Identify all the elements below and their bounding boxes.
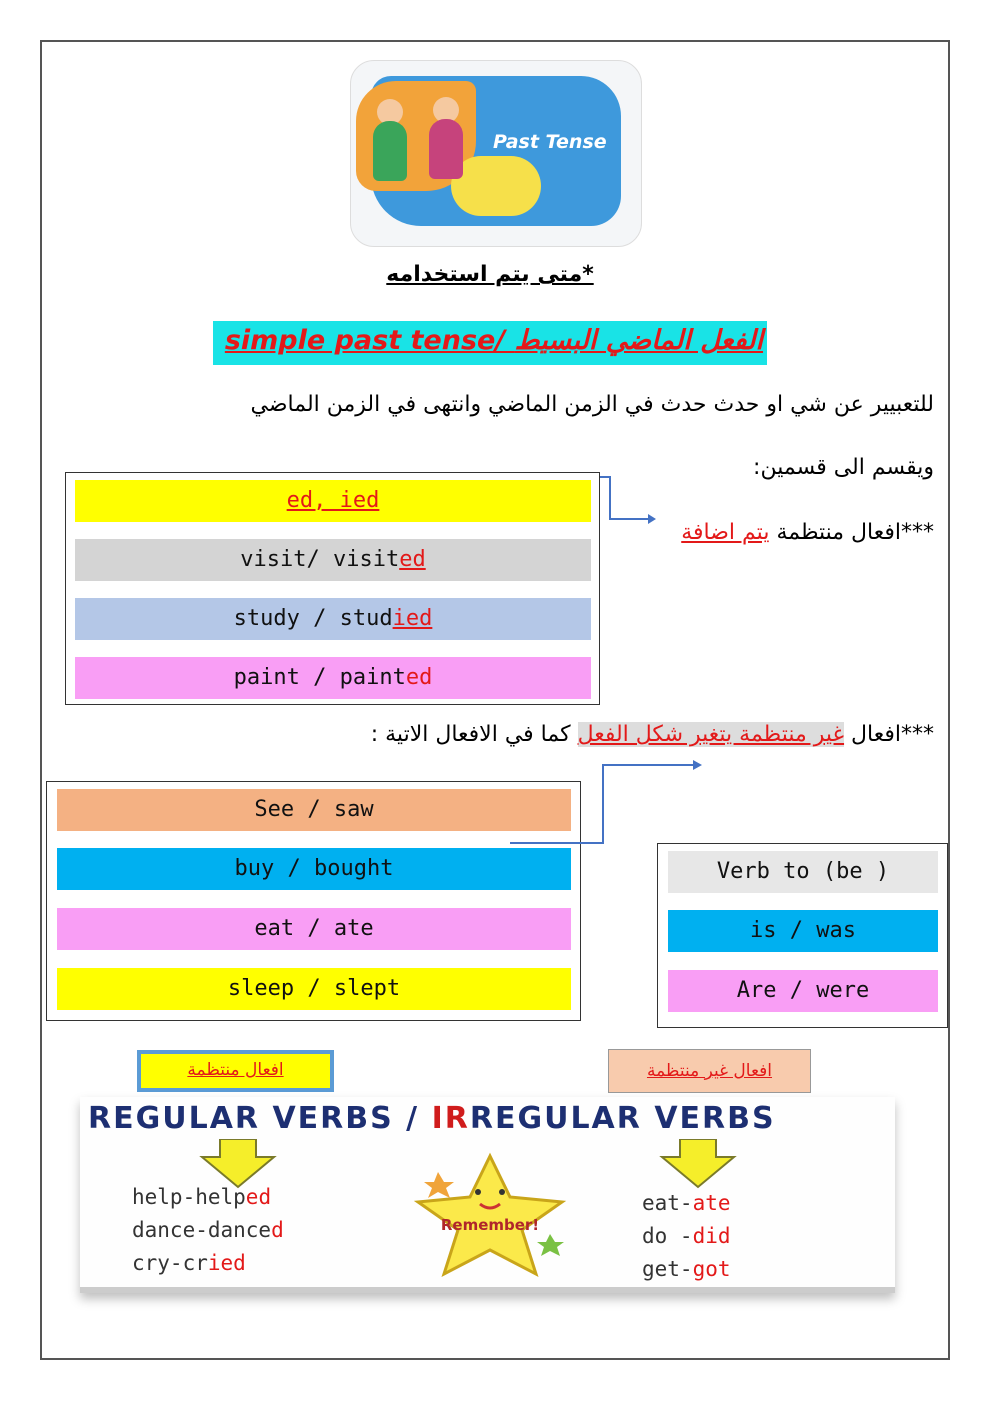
poster-heading: REGULAR VERBS / IRREGULAR VERBS (88, 1101, 776, 1136)
past-tense-banner-image (350, 60, 642, 247)
arrow-down-icon (658, 1139, 738, 1189)
verb-row: paint / painted (75, 657, 591, 699)
suffix-row: ed, ied (75, 480, 591, 522)
verb-row: study / studied (75, 598, 591, 640)
page-title: simple past tense/ الفعل الماضي البسيط (224, 325, 763, 356)
irregular-example: do -did (642, 1224, 731, 1248)
banner-title: Past Tense (493, 131, 607, 153)
regular-example: help-helped (132, 1185, 272, 1209)
connector-arrow (508, 755, 708, 850)
intro-line-2: ويقسم الى قسمين: (753, 455, 934, 480)
irregular-verbs-tag: افعال غير منتظمة (608, 1049, 811, 1093)
regular-verbs-box (65, 472, 600, 705)
verb-row: Verb to (be ) (668, 851, 938, 893)
verb-row: See / saw (57, 789, 571, 831)
verb-row: Are / were (668, 970, 938, 1012)
verb-row: visit/ visited (75, 539, 591, 581)
irregular-verbs-box (46, 781, 581, 1021)
regular-example: dance-danced (132, 1218, 284, 1242)
verb-row: is / was (668, 910, 938, 952)
regular-irregular-verbs-poster (80, 1097, 895, 1293)
title-bar (213, 321, 767, 365)
irregular-verbs-label: ***افعال غير منتظمة يتغير شكل الفعل كما في الافعال الاتية : (370, 722, 934, 747)
irregular-example: eat-ate (642, 1191, 731, 1215)
intro-line-1: للتعبيير عن شي او حدث حدث في الزمن الماضي وانتهى في الزمن الماضي (250, 392, 934, 417)
arrow-down-icon (198, 1139, 278, 1189)
verb-to-be-box (657, 843, 948, 1028)
verb-row: buy / bought (57, 848, 571, 890)
regular-verbs-tag: افعال منتظمة (137, 1050, 334, 1092)
star-mascot-icon (410, 1152, 570, 1277)
regular-verbs-label: ***افعال منتظمة يتم اضافة (681, 520, 934, 545)
connector-arrow (598, 475, 658, 535)
verb-row: sleep / slept (57, 968, 571, 1010)
irregular-example: get-got (642, 1257, 731, 1281)
verb-row: eat / ate (57, 908, 571, 950)
when-used-heading: *متى يتم استخدامه (386, 262, 594, 287)
star-text: Remember! (440, 1216, 540, 1234)
regular-example: cry-cried (132, 1251, 246, 1275)
